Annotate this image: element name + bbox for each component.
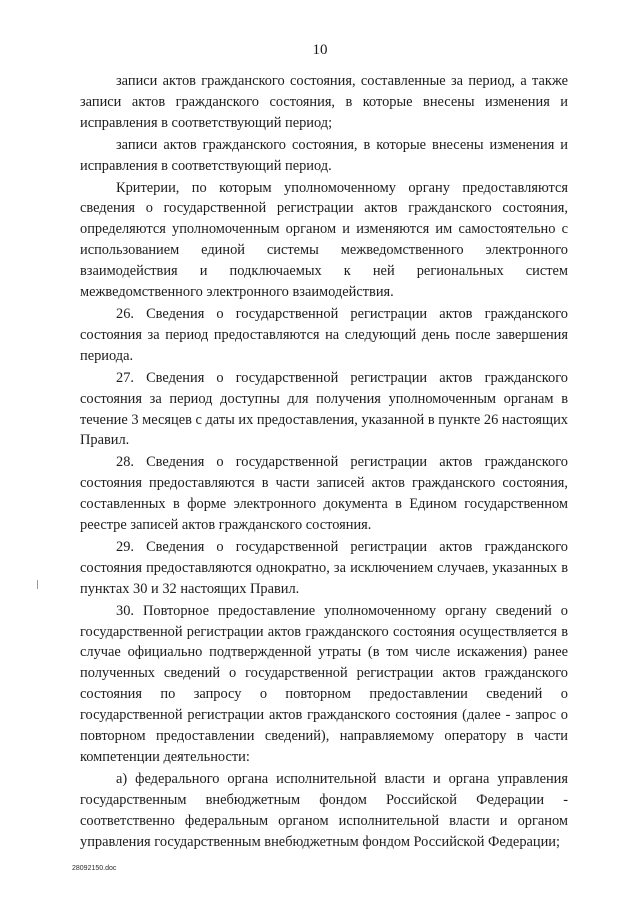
paragraph: 26. Сведения о государственной регистрации актов гражданского состояния за период предоставляются на следующий день после завершения периода. bbox=[80, 305, 568, 364]
paragraph: а) федерального органа исполнительной власти и органа управления государственным внебюджетным фондом Российской Федерации - соответственно федеральным органом исполнительной власти и органом управления государственным внебюджетным фондом Российской Федерации; bbox=[80, 770, 568, 850]
page-number: 10 bbox=[312, 42, 328, 58]
margin-mark bbox=[37, 580, 38, 589]
paragraph: 29. Сведения о государственной регистрации актов гражданского состояния предоставляются однократно, за исключением случаев, указанных в пунктах 30 и 32 настоящих Правил. bbox=[80, 538, 568, 597]
paragraph: 27. Сведения о государственной регистрации актов гражданского состояния за период доступны для получения уполномоченным органам в течение 3 месяцев с даты их предоставления, указанной в пункте 26 настоящих Правил. bbox=[80, 369, 568, 449]
footer-file-code: 28092150.doc bbox=[72, 865, 117, 872]
paragraph: Критерии, по которым уполномоченному органу предоставляются сведения о государственной регистрации актов гражданского состояния, определяются уполномоченным органом и изменяются им самостоятельно с использованием единой системы межведомственного электронного взаимодействия и подключаемых к ней региональных систем межведомственного электронного взаимодействия. bbox=[80, 179, 568, 301]
paragraph: записи актов гражданского состояния, в которые внесены изменения и исправления в соответствующий период. bbox=[80, 136, 568, 174]
document-body bbox=[80, 71, 568, 853]
paragraph: 30. Повторное предоставление уполномоченному органу сведений о государственной регистрации актов гражданского состояния осуществляется в случае официально подтвержденной утраты (в том числе искажения) ранее полученных сведений о государственной регистрации актов гражданского состояния по запросу о повторном предоставлении сведений о государственной регистрации актов гражданского состояния (далее - запрос о повторном предоставлении сведений), направляемому оператору в части компетенции деятельности: bbox=[80, 602, 568, 765]
paragraph: 28. Сведения о государственной регистрации актов гражданского состояния предоставляются в части записей актов гражданского состояния, составленных в форме электронного документа в Едином государственном реестре записей актов гражданского состояния. bbox=[80, 454, 568, 534]
paragraph: записи актов гражданского состояния, составленные за период, а также записи актов гражданского состояния, в которые внесены изменения и исправления в соответствующий период; bbox=[80, 73, 568, 131]
